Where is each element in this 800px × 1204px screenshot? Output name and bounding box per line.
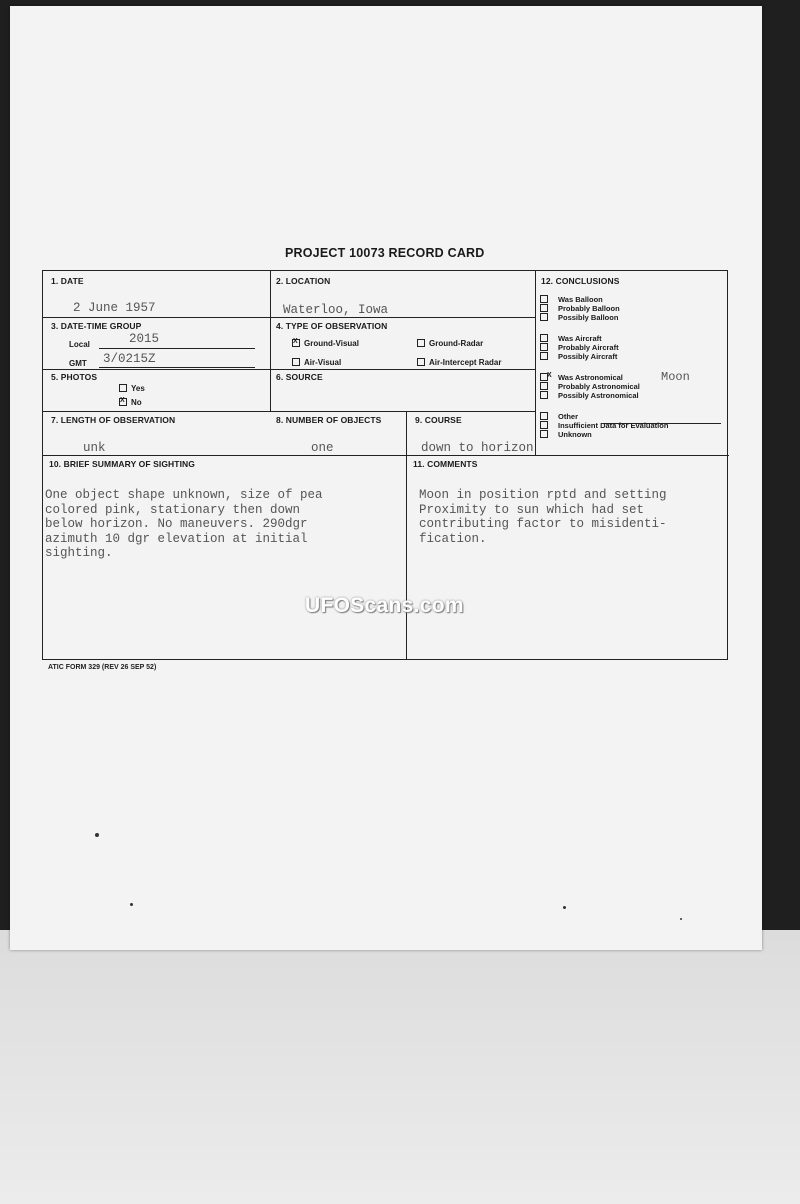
speck xyxy=(130,903,133,906)
gmt-label: GMT xyxy=(69,359,87,368)
conclusion-label: Probably Astronomical xyxy=(558,382,640,391)
conclusion-option xyxy=(540,373,623,382)
length-label: 7. LENGTH OF OBSERVATION xyxy=(51,415,176,425)
checked-mark: X xyxy=(547,372,552,379)
local-value: 2015 xyxy=(129,332,160,346)
conclusion-label: Was Aircraft xyxy=(558,334,602,343)
photos-yes-option: Yes xyxy=(119,384,145,393)
checkbox-icon xyxy=(540,391,548,399)
speck xyxy=(95,833,99,837)
conclusion-option xyxy=(540,343,619,352)
air-intercept-option: Air-Intercept Radar xyxy=(417,358,501,367)
ground-radar-option: Ground-Radar xyxy=(417,339,483,348)
num-objects-label: 8. NUMBER OF OBJECTS xyxy=(276,415,382,425)
watermark: UFOScans.com xyxy=(305,594,464,617)
checked-mark: X xyxy=(120,397,125,404)
type-obs-label: 4. TYPE OF OBSERVATION xyxy=(276,321,388,331)
checkbox-icon xyxy=(119,384,127,392)
conclusion-option xyxy=(540,352,617,361)
date-label: 1. DATE xyxy=(51,276,84,286)
conclusion-option xyxy=(540,391,639,400)
conclusion-option xyxy=(540,304,620,313)
checkbox-icon xyxy=(417,339,425,347)
checkbox-icon xyxy=(540,382,548,390)
gmt-underline xyxy=(99,367,255,368)
source-label: 6. SOURCE xyxy=(276,372,323,382)
checkbox-icon xyxy=(540,334,548,342)
location-label: 2. LOCATION xyxy=(276,276,331,286)
ground-visual-option: X Ground-Visual xyxy=(293,338,359,348)
card-title: PROJECT 10073 RECORD CARD xyxy=(285,246,485,260)
other-underline xyxy=(603,423,721,424)
conclusion-option xyxy=(540,382,640,391)
checkbox-icon xyxy=(292,358,300,366)
conclusion-option xyxy=(540,430,592,439)
checkbox-icon xyxy=(540,313,548,321)
conclusion-option xyxy=(540,295,603,304)
checkbox-icon xyxy=(540,421,548,429)
form-footer: ATIC FORM 329 (REV 26 SEP 52) xyxy=(48,664,157,671)
air-visual-option: Air-Visual xyxy=(292,358,341,367)
conclusion-option xyxy=(540,412,578,421)
conclusion-label: Insufficient Data for Evaluation xyxy=(558,421,669,430)
astronomical-note: Moon xyxy=(661,370,690,384)
local-label: Local xyxy=(69,340,90,349)
local-underline xyxy=(99,348,255,349)
conclusion-label: Possibly Aircraft xyxy=(558,352,618,361)
conclusion-label: Probably Aircraft xyxy=(558,343,619,352)
speck xyxy=(563,906,566,909)
conclusion-option xyxy=(540,334,602,343)
conclusion-label: Other xyxy=(558,412,579,421)
photos-no-option: X No xyxy=(120,397,142,407)
course-label: 9. COURSE xyxy=(415,415,462,425)
photos-label: 5. PHOTOS xyxy=(51,372,98,382)
num-objects-value: one xyxy=(311,441,334,455)
scan-background xyxy=(0,930,800,1204)
conclusions-label: 12. CONCLUSIONS xyxy=(541,276,620,286)
location-value: Waterloo, Iowa xyxy=(283,303,389,317)
conclusion-label: Possibly Balloon xyxy=(558,313,619,322)
conclusion-label: Possibly Astronomical xyxy=(558,391,639,400)
conclusion-label: Probably Balloon xyxy=(558,304,620,313)
speck xyxy=(680,918,682,920)
checkbox-icon xyxy=(540,412,548,420)
checkbox-icon xyxy=(540,304,548,312)
checkbox-icon xyxy=(417,358,425,366)
summary-label: 10. BRIEF SUMMARY OF SIGHTING xyxy=(49,459,195,469)
comments-label: 11. COMMENTS xyxy=(413,459,478,469)
dtg-label: 3. DATE-TIME GROUP xyxy=(51,321,142,331)
checkbox-icon xyxy=(540,295,548,303)
conclusion-label: Was Balloon xyxy=(558,295,603,304)
conclusion-option xyxy=(540,313,618,322)
checkbox-icon xyxy=(540,352,548,360)
gmt-value: 3/0215Z xyxy=(103,352,156,366)
date-value: 2 June 1957 xyxy=(73,301,156,315)
checkbox-icon xyxy=(540,343,548,351)
length-value: unk xyxy=(83,441,106,455)
conclusion-label: Was Astronomical xyxy=(558,373,623,382)
summary-text: One object shape unknown, size of pea colored pink, stationary then down below horizon. No maneuvers. 290dgr azimuth 10 dgr elevation at initial sighting. xyxy=(45,488,323,560)
checked-mark: X xyxy=(293,338,298,345)
conclusion-label: Unknown xyxy=(558,430,592,439)
checkbox-icon xyxy=(540,430,548,438)
course-value: down to horizon xyxy=(421,441,534,455)
comments-text: Moon in position rptd and setting Proximity to sun which had set contributing factor to misidenti- fication. xyxy=(419,488,667,546)
